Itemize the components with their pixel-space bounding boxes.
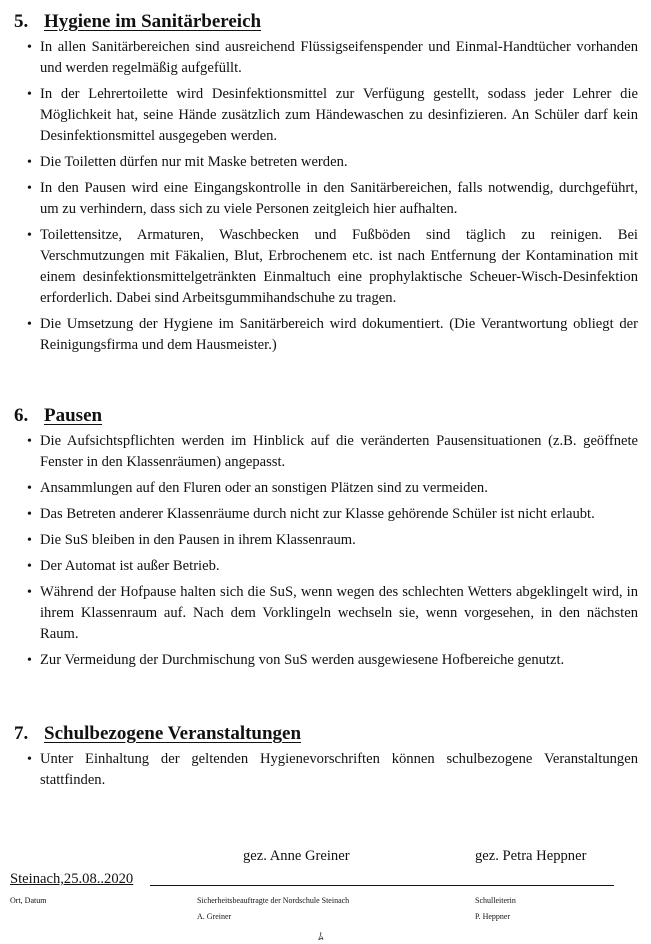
section-heading [14,10,638,34]
list-item: • Während der Hofpause halten sich die SuS, wenn wegen des schlechten Wetters abgeklingelt wird, in ihrem Klassenraum auf. Nach dem Vorklingeln wechseln sie, wenn vorgesehen, in den nächsten Raum. [27,584,638,642]
section-heading [14,404,638,428]
section-7 [14,722,638,796]
signature-name-2: gez. Petra Heppner [475,848,587,864]
section-6 [14,404,638,676]
list-item: • Zur Vermeidung der Durchmischung von SuS werden ausgewiesene Hofbereiche genutzt. [14,650,638,671]
bullet-icon: • [27,317,32,332]
bullet-icon: • [27,585,32,600]
list-item: • Ansammlungen auf den Fluren oder an sonstigen Plätzen sind zu vermeiden. [14,478,638,499]
bullet-icon: • [27,434,32,449]
section-5 [14,10,638,361]
signature-name-1: gez. Anne Greiner [243,848,350,864]
section-number: 7. [14,723,29,744]
bullet-icon: • [27,181,32,196]
label-role-2: Schulleiterin [475,896,516,905]
section-title: Pausen [44,405,103,426]
page-glyph: ﾑ [318,931,324,943]
label-role-1-name: A. Greiner [197,912,232,921]
bullet-icon: • [27,533,32,548]
list-item: • Die Aufsichtspflichten werden im Hinblick auf die veränderten Pausensituationen (z.B. geöffnete Fenster in den Klassenräumen) angepasst. [27,433,638,470]
list-item: • In den Pausen wird eine Eingangskontrolle in den Sanitärbereichen, falls notwendig, durchgeführt, um zu verhindern, dass sich zu viele Personen zeitgleich hier aufhalten. [27,180,638,217]
list-item: • Die Toiletten dürfen nur mit Maske betreten werden. [14,152,638,173]
bullet-icon: • [27,507,32,522]
list-item: • Die Umsetzung der Hygiene im Sanitärbereich wird dokumentiert. (Die Verantwortung obliegt der Reinigungsfirma und dem Hausmeister.) [27,316,638,353]
list-item: • Unter Einhaltung der geltenden Hygienevorschriften können schulbezogene Veranstaltungen stattfinden. [27,751,638,788]
bullet-icon: • [27,752,32,767]
section-number: 5. [14,11,29,32]
bullet-icon: • [27,155,32,170]
section-number: 6. [14,405,29,426]
place-date: Steinach,25.08..2020 [10,871,134,887]
section-title: Hygiene im Sanitärbereich [44,11,262,32]
bullet-list [14,431,638,671]
bullet-icon: • [27,87,32,102]
label-role-1: Sicherheitsbeauftragte der Nordschule Steinach [197,896,350,905]
section-heading [14,722,638,746]
list-item: • Das Betreten anderer Klassenräume durch nicht zur Klasse gehörende Schüler ist nicht erlaubt. [14,504,638,525]
bullet-list [14,37,638,356]
list-item: • Die SuS bleiben in den Pausen in ihrem Klassenraum. [14,530,638,551]
list-item: • In allen Sanitärbereichen sind ausreichend Flüssigseifenspender und Einmal-Handtücher vorhanden und werden regelmäßig aufgefüllt. [27,39,638,76]
bullet-icon: • [27,40,32,55]
bullet-icon: • [27,559,32,574]
signature-line [150,885,614,886]
section-title: Schulbezogene Veranstaltungen [44,723,302,744]
label-role-2-name: P. Heppner [475,912,511,921]
label-place-date: Ort, Datum [10,896,47,905]
bullet-icon: • [27,481,32,496]
bullet-icon: • [27,653,32,668]
bullet-list [14,749,638,791]
bullet-icon: • [27,228,32,243]
list-item: • Toilettensitze, Armaturen, Waschbecken und Fußböden sind täglich zu reinigen. Bei Verschmutzungen mit Fäkalien, Blut, Erbrochenem etc. ist nach Entfernung der Kontamination mit einem desinfektionsmittelgetränkten Einmaltuch eine prophylaktische Scheuer-Wisch-Desinfektion erforderlich. Dabei sind Arbeitsgummihandschuhe zu tragen. [27,227,638,306]
list-item: • Der Automat ist außer Betrieb. [14,556,638,577]
list-item: • In der Lehrertoilette wird Desinfektionsmittel zur Verfügung gestellt, sodass jeder Lehrer die Möglichkeit hat, seine Hände zusätzlich zum Händewaschen zu desinfizieren. An Schüler darf kein Desinfektionsmittel ausgegeben werden. [27,86,638,144]
